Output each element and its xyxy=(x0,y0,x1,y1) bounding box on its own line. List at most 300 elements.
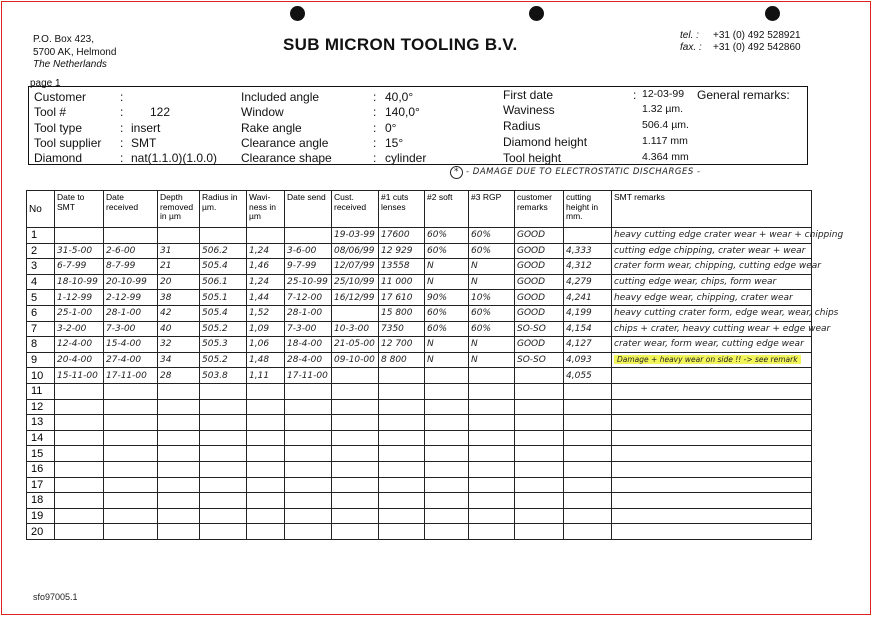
cust-received-cell: 16/12/99 xyxy=(332,290,379,306)
date-received-cell: 15-4-00 xyxy=(104,337,158,353)
waviness-cell xyxy=(247,399,285,415)
waviness-cell xyxy=(247,524,285,540)
table-row xyxy=(27,243,812,259)
diamond-value: nat(1.1.0)(1.0.0) xyxy=(131,151,218,165)
date-to-smt-cell: 18-10-99 xyxy=(55,274,104,290)
smt-remarks-cell xyxy=(612,461,812,477)
customer-remarks-cell xyxy=(515,368,564,384)
rgp-cell xyxy=(469,430,515,446)
soft-cell: N xyxy=(425,274,469,290)
cutting-height-cell xyxy=(564,228,612,244)
depth-cell: 28 xyxy=(158,368,200,384)
cuts-cell: 12 700 xyxy=(379,337,425,353)
tool-supplier-value: SMT xyxy=(131,136,157,150)
waviness-cell xyxy=(247,430,285,446)
row-number: 9 xyxy=(27,352,55,368)
clearance-shape-label: Clearance shape xyxy=(241,151,332,165)
customer-sep: : xyxy=(120,90,124,104)
smt-remarks-cell xyxy=(612,493,812,509)
date-send-cell: 28-4-00 xyxy=(285,352,332,368)
radius-cell: 505.2 xyxy=(200,321,247,337)
waviness-cell xyxy=(247,228,285,244)
depth-cell: 42 xyxy=(158,305,200,321)
cuts-cell xyxy=(379,524,425,540)
soft-cell xyxy=(425,508,469,524)
radius-cell: 505.3 xyxy=(200,337,247,353)
soft-cell: 60% xyxy=(425,321,469,337)
row-number: 19 xyxy=(27,508,55,524)
diamond-sep: : xyxy=(120,151,124,165)
cuts-cell xyxy=(379,399,425,415)
radius-cell: 505.4 xyxy=(200,305,247,321)
cuts-cell xyxy=(379,493,425,509)
tool-supplier-sep: : xyxy=(120,136,124,150)
highlighted-remark: Damage + heavy wear on side !! -> see remark xyxy=(614,355,801,364)
rgp-cell: N xyxy=(469,259,515,275)
cust-received-cell: 21-05-00 xyxy=(332,337,379,353)
customer-remarks-cell: GOOD xyxy=(515,274,564,290)
cutting-height-cell xyxy=(564,508,612,524)
customer-remarks-cell xyxy=(515,524,564,540)
customer-remarks-cell xyxy=(515,383,564,399)
waviness-cell: 1,24 xyxy=(247,243,285,259)
cutting-height-cell: 4,154 xyxy=(564,321,612,337)
date-to-smt-cell xyxy=(55,461,104,477)
company-address xyxy=(33,34,116,72)
date-send-cell: 28-1-00 xyxy=(285,305,332,321)
depth-cell: 20 xyxy=(158,274,200,290)
date-to-smt-cell xyxy=(55,228,104,244)
cust-received-cell xyxy=(332,508,379,524)
cutting-height-cell: 4,093 xyxy=(564,352,612,368)
row-number: 14 xyxy=(27,430,55,446)
rake-angle-sep: : xyxy=(373,121,377,135)
cutting-height-cell xyxy=(564,446,612,462)
fax-number: +31 (0) 492 542860 xyxy=(713,42,801,53)
radius-cell xyxy=(200,524,247,540)
waviness-cell xyxy=(247,415,285,431)
depth-cell: 40 xyxy=(158,321,200,337)
row-number: 1 xyxy=(27,228,55,244)
cuts-cell: 11 000 xyxy=(379,274,425,290)
header-rgp: #3 RGP xyxy=(469,191,515,228)
radius-value: 506.4 µm. xyxy=(642,119,689,131)
rgp-cell xyxy=(469,399,515,415)
header-cuts-lenses: #1 cuts lenses xyxy=(379,191,425,228)
tool-number-label: Tool # xyxy=(34,105,67,119)
waviness-cell xyxy=(247,477,285,493)
row-number: 15 xyxy=(27,446,55,462)
cust-received-cell xyxy=(332,524,379,540)
depth-cell: 34 xyxy=(158,352,200,368)
date-received-cell xyxy=(104,493,158,509)
cutting-height-cell: 4,279 xyxy=(564,274,612,290)
customer-remarks-cell xyxy=(515,415,564,431)
rgp-cell: N xyxy=(469,337,515,353)
tool-info-box xyxy=(28,86,808,165)
soft-cell xyxy=(425,493,469,509)
included-angle-value: 40,0° xyxy=(385,90,414,104)
soft-cell xyxy=(425,399,469,415)
depth-cell xyxy=(158,430,200,446)
table-row xyxy=(27,259,812,275)
smt-remarks-cell xyxy=(612,368,812,384)
depth-cell xyxy=(158,461,200,477)
cutting-height-cell: 4,199 xyxy=(564,305,612,321)
radius-cell xyxy=(200,383,247,399)
tool-height-label: Tool height xyxy=(503,151,562,165)
depth-cell xyxy=(158,508,200,524)
depth-cell xyxy=(158,228,200,244)
cust-received-cell xyxy=(332,446,379,462)
depth-cell: 32 xyxy=(158,337,200,353)
depth-cell xyxy=(158,524,200,540)
cust-received-cell: 08/06/99 xyxy=(332,243,379,259)
cutting-height-cell: 4,333 xyxy=(564,243,612,259)
cust-received-cell xyxy=(332,430,379,446)
company-name: SUB MICRON TOOLING B.V. xyxy=(283,35,518,54)
date-to-smt-cell xyxy=(55,477,104,493)
soft-cell: N xyxy=(425,259,469,275)
cust-received-cell: 10-3-00 xyxy=(332,321,379,337)
row-number: 7 xyxy=(27,321,55,337)
table-row xyxy=(27,493,812,509)
cuts-cell xyxy=(379,477,425,493)
waviness-cell: 1,24 xyxy=(247,274,285,290)
row-number: 20 xyxy=(27,524,55,540)
header-smt-remarks: SMT remarks xyxy=(612,191,812,228)
cutting-height-cell xyxy=(564,477,612,493)
row-number: 2 xyxy=(27,243,55,259)
customer-remarks-cell xyxy=(515,446,564,462)
radius-cell xyxy=(200,508,247,524)
table-row xyxy=(27,352,812,368)
row-number: 17 xyxy=(27,477,55,493)
diamond-label: Diamond xyxy=(34,151,83,165)
table-header-row xyxy=(27,191,812,228)
smt-remarks-cell xyxy=(612,446,812,462)
waviness-value: 1.32 µm. xyxy=(642,103,684,115)
header-date-to-smt: Date to SMT xyxy=(55,191,104,228)
customer-remarks-cell xyxy=(515,477,564,493)
soft-cell xyxy=(425,415,469,431)
rake-angle-label: Rake angle xyxy=(241,121,302,135)
row-number: 6 xyxy=(27,305,55,321)
radius-cell xyxy=(200,493,247,509)
header-cutting-height: cutting height in mm. xyxy=(564,191,612,228)
first-date-value: 12-03-99 xyxy=(642,88,685,100)
radius-cell xyxy=(200,228,247,244)
date-send-cell xyxy=(285,524,332,540)
table-row xyxy=(27,321,812,337)
date-received-cell: 2-12-99 xyxy=(104,290,158,306)
waviness-cell: 1,06 xyxy=(247,337,285,353)
clearance-angle-label: Clearance angle xyxy=(241,136,329,150)
depth-cell xyxy=(158,415,200,431)
smt-remarks-cell xyxy=(612,477,812,493)
date-send-cell xyxy=(285,493,332,509)
date-received-cell xyxy=(104,430,158,446)
tel-number: +31 (0) 492 528921 xyxy=(713,30,801,41)
rgp-cell: 10% xyxy=(469,290,515,306)
radius-cell: 505.4 xyxy=(200,259,247,275)
date-received-cell xyxy=(104,524,158,540)
customer-remarks-cell xyxy=(515,508,564,524)
header-waviness: Wavi-ness in µm xyxy=(247,191,285,228)
date-received-cell xyxy=(104,383,158,399)
cutting-height-cell xyxy=(564,399,612,415)
soft-cell xyxy=(425,430,469,446)
smt-remarks-cell xyxy=(612,383,812,399)
first-date-label: First date xyxy=(503,88,554,102)
date-send-cell: 17-11-00 xyxy=(285,368,332,384)
address-line: P.O. Box 423, xyxy=(33,34,94,45)
header-soft: #2 soft xyxy=(425,191,469,228)
general-remarks-label: General remarks: xyxy=(697,88,790,102)
customer-label: Customer xyxy=(34,90,87,104)
date-send-cell: 9-7-99 xyxy=(285,259,332,275)
tool-type-label: Tool type xyxy=(34,121,83,135)
smt-remarks-cell: crater form wear, chipping, cutting edge wear xyxy=(612,259,812,275)
tool-type-sep: : xyxy=(120,121,124,135)
cuts-cell: 8 800 xyxy=(379,352,425,368)
rgp-cell: 60% xyxy=(469,228,515,244)
table-row xyxy=(27,415,812,431)
window-sep: : xyxy=(373,105,377,119)
date-send-cell xyxy=(285,383,332,399)
smt-remarks-cell xyxy=(612,508,812,524)
date-to-smt-cell xyxy=(55,446,104,462)
date-to-smt-cell xyxy=(55,399,104,415)
customer-remarks-cell: SO-SO xyxy=(515,352,564,368)
punch-hole xyxy=(529,6,544,21)
date-received-cell: 17-11-00 xyxy=(104,368,158,384)
row-number: 11 xyxy=(27,383,55,399)
date-to-smt-cell xyxy=(55,415,104,431)
date-received-cell xyxy=(104,446,158,462)
table-row xyxy=(27,274,812,290)
row-number: 13 xyxy=(27,415,55,431)
customer-remarks-cell: GOOD xyxy=(515,305,564,321)
date-to-smt-cell: 20-4-00 xyxy=(55,352,104,368)
cuts-cell xyxy=(379,461,425,477)
punch-hole xyxy=(290,6,305,21)
cutting-height-cell: 4,127 xyxy=(564,337,612,353)
radius-cell: 506.1 xyxy=(200,274,247,290)
customer-remarks-cell xyxy=(515,493,564,509)
smt-remarks-cell xyxy=(612,399,812,415)
soft-cell xyxy=(425,383,469,399)
header-no: No xyxy=(27,191,55,228)
rgp-cell: N xyxy=(469,352,515,368)
radius-cell: 505.2 xyxy=(200,352,247,368)
row-number: 16 xyxy=(27,461,55,477)
waviness-cell xyxy=(247,383,285,399)
diamond-height-label: Diamond height xyxy=(503,135,588,149)
date-to-smt-cell xyxy=(55,430,104,446)
rgp-cell xyxy=(469,477,515,493)
cust-received-cell: 25/10/99 xyxy=(332,274,379,290)
clearance-shape-sep: : xyxy=(373,151,377,165)
waviness-cell: 1,11 xyxy=(247,368,285,384)
customer-remarks-cell: GOOD xyxy=(515,337,564,353)
waviness-cell xyxy=(247,508,285,524)
cust-received-cell xyxy=(332,415,379,431)
cutting-height-cell xyxy=(564,430,612,446)
table-row xyxy=(27,477,812,493)
date-received-cell: 28-1-00 xyxy=(104,305,158,321)
soft-cell xyxy=(425,446,469,462)
date-send-cell: 18-4-00 xyxy=(285,337,332,353)
document-code: sfo97005.1 xyxy=(33,592,78,602)
waviness-cell xyxy=(247,446,285,462)
tool-number-sep: : xyxy=(120,105,124,119)
soft-cell: 90% xyxy=(425,290,469,306)
soft-cell: N xyxy=(425,337,469,353)
smt-remarks-cell: cutting edge chipping, crater wear + wear xyxy=(612,243,812,259)
depth-cell xyxy=(158,399,200,415)
date-send-cell xyxy=(285,477,332,493)
cutting-height-cell: 4,055 xyxy=(564,368,612,384)
waviness-cell: 1,09 xyxy=(247,321,285,337)
fax-label: fax. : xyxy=(680,42,702,53)
waviness-cell: 1,46 xyxy=(247,259,285,275)
rgp-cell xyxy=(469,508,515,524)
row-number: 4 xyxy=(27,274,55,290)
table-row xyxy=(27,446,812,462)
cuts-cell: 7350 xyxy=(379,321,425,337)
cuts-cell: 17600 xyxy=(379,228,425,244)
clearance-angle-sep: : xyxy=(373,136,377,150)
cust-received-cell xyxy=(332,368,379,384)
row-number: 3 xyxy=(27,259,55,275)
date-to-smt-cell: 25-1-00 xyxy=(55,305,104,321)
waviness-cell xyxy=(247,493,285,509)
cuts-cell xyxy=(379,508,425,524)
depth-cell: 31 xyxy=(158,243,200,259)
cutting-height-cell: 4,241 xyxy=(564,290,612,306)
table-row xyxy=(27,368,812,384)
date-send-cell xyxy=(285,446,332,462)
date-send-cell xyxy=(285,461,332,477)
depth-cell xyxy=(158,477,200,493)
waviness-cell: 1,44 xyxy=(247,290,285,306)
clearance-shape-value: cylinder xyxy=(385,151,427,165)
smt-remarks-cell: chips + crater, heavy cutting wear + edge wear xyxy=(612,321,812,337)
customer-remarks-cell xyxy=(515,430,564,446)
annotation-text: - DAMAGE DUE TO ELECTROSTATIC DISCHARGES - xyxy=(466,167,701,177)
date-received-cell: 2-6-00 xyxy=(104,243,158,259)
rgp-cell xyxy=(469,368,515,384)
smt-remarks-cell: cutting edge wear, chips, form wear xyxy=(612,274,812,290)
date-received-cell xyxy=(104,508,158,524)
rgp-cell xyxy=(469,493,515,509)
included-angle-sep: : xyxy=(373,90,377,104)
row-number: 5 xyxy=(27,290,55,306)
rgp-cell: 60% xyxy=(469,321,515,337)
date-to-smt-cell xyxy=(55,493,104,509)
customer-remarks-cell: GOOD xyxy=(515,243,564,259)
date-send-cell: 7-3-00 xyxy=(285,321,332,337)
tool-history-table xyxy=(26,190,844,540)
waviness-cell: 1,52 xyxy=(247,305,285,321)
table-row xyxy=(27,290,812,306)
cuts-cell xyxy=(379,430,425,446)
soft-cell: N xyxy=(425,352,469,368)
smt-remarks-cell xyxy=(612,352,812,368)
table-row xyxy=(27,383,812,399)
smt-remarks-cell xyxy=(612,430,812,446)
date-send-cell: 7-12-00 xyxy=(285,290,332,306)
soft-cell xyxy=(425,477,469,493)
table-row xyxy=(27,508,812,524)
date-send-cell: 25-10-99 xyxy=(285,274,332,290)
cust-received-cell: 09-10-00 xyxy=(332,352,379,368)
cuts-cell: 13558 xyxy=(379,259,425,275)
soft-cell: 60% xyxy=(425,243,469,259)
radius-cell xyxy=(200,446,247,462)
handwritten-annotation xyxy=(450,166,701,179)
tool-supplier-label: Tool supplier xyxy=(34,136,102,150)
radius-label: Radius xyxy=(503,119,541,133)
table-row xyxy=(27,228,812,244)
cust-received-cell xyxy=(332,477,379,493)
smt-remarks-cell: heavy cutting crater form, edge wear, wear, chips xyxy=(612,305,812,321)
header-radius: Radius in µm. xyxy=(200,191,247,228)
depth-cell xyxy=(158,383,200,399)
date-received-cell: 20-10-99 xyxy=(104,274,158,290)
soft-cell: 60% xyxy=(425,305,469,321)
cutting-height-cell xyxy=(564,461,612,477)
cust-received-cell: 12/07/99 xyxy=(332,259,379,275)
date-to-smt-cell xyxy=(55,508,104,524)
cust-received-cell xyxy=(332,493,379,509)
date-to-smt-cell: 1-12-99 xyxy=(55,290,104,306)
tool-type-value: insert xyxy=(131,121,161,135)
soft-cell: 60% xyxy=(425,228,469,244)
rgp-cell: N xyxy=(469,274,515,290)
depth-cell: 21 xyxy=(158,259,200,275)
date-received-cell xyxy=(104,461,158,477)
radius-cell xyxy=(200,461,247,477)
date-to-smt-cell: 12-4-00 xyxy=(55,337,104,353)
row-number: 8 xyxy=(27,337,55,353)
customer-remarks-cell: GOOD xyxy=(515,290,564,306)
header-depth-removed: Depth removed in µm xyxy=(158,191,200,228)
rgp-cell xyxy=(469,415,515,431)
customer-remarks-cell xyxy=(515,461,564,477)
row-number: 12 xyxy=(27,399,55,415)
address-line: The Netherlands xyxy=(33,59,107,70)
depth-cell xyxy=(158,446,200,462)
table-row xyxy=(27,430,812,446)
tool-number-value: 122 xyxy=(150,105,171,119)
date-to-smt-cell: 15-11-00 xyxy=(55,368,104,384)
included-angle-label: Included angle xyxy=(241,90,320,104)
soft-cell xyxy=(425,524,469,540)
diamond-height-value: 1.117 mm xyxy=(642,135,688,147)
window-value: 140,0° xyxy=(385,105,420,119)
cust-received-cell xyxy=(332,383,379,399)
smt-remarks-cell xyxy=(612,524,812,540)
radius-cell xyxy=(200,477,247,493)
date-received-cell xyxy=(104,477,158,493)
rgp-cell xyxy=(469,446,515,462)
company-contact xyxy=(680,30,801,54)
date-to-smt-cell: 3-2-00 xyxy=(55,321,104,337)
date-received-cell xyxy=(104,415,158,431)
punch-hole xyxy=(765,6,780,21)
